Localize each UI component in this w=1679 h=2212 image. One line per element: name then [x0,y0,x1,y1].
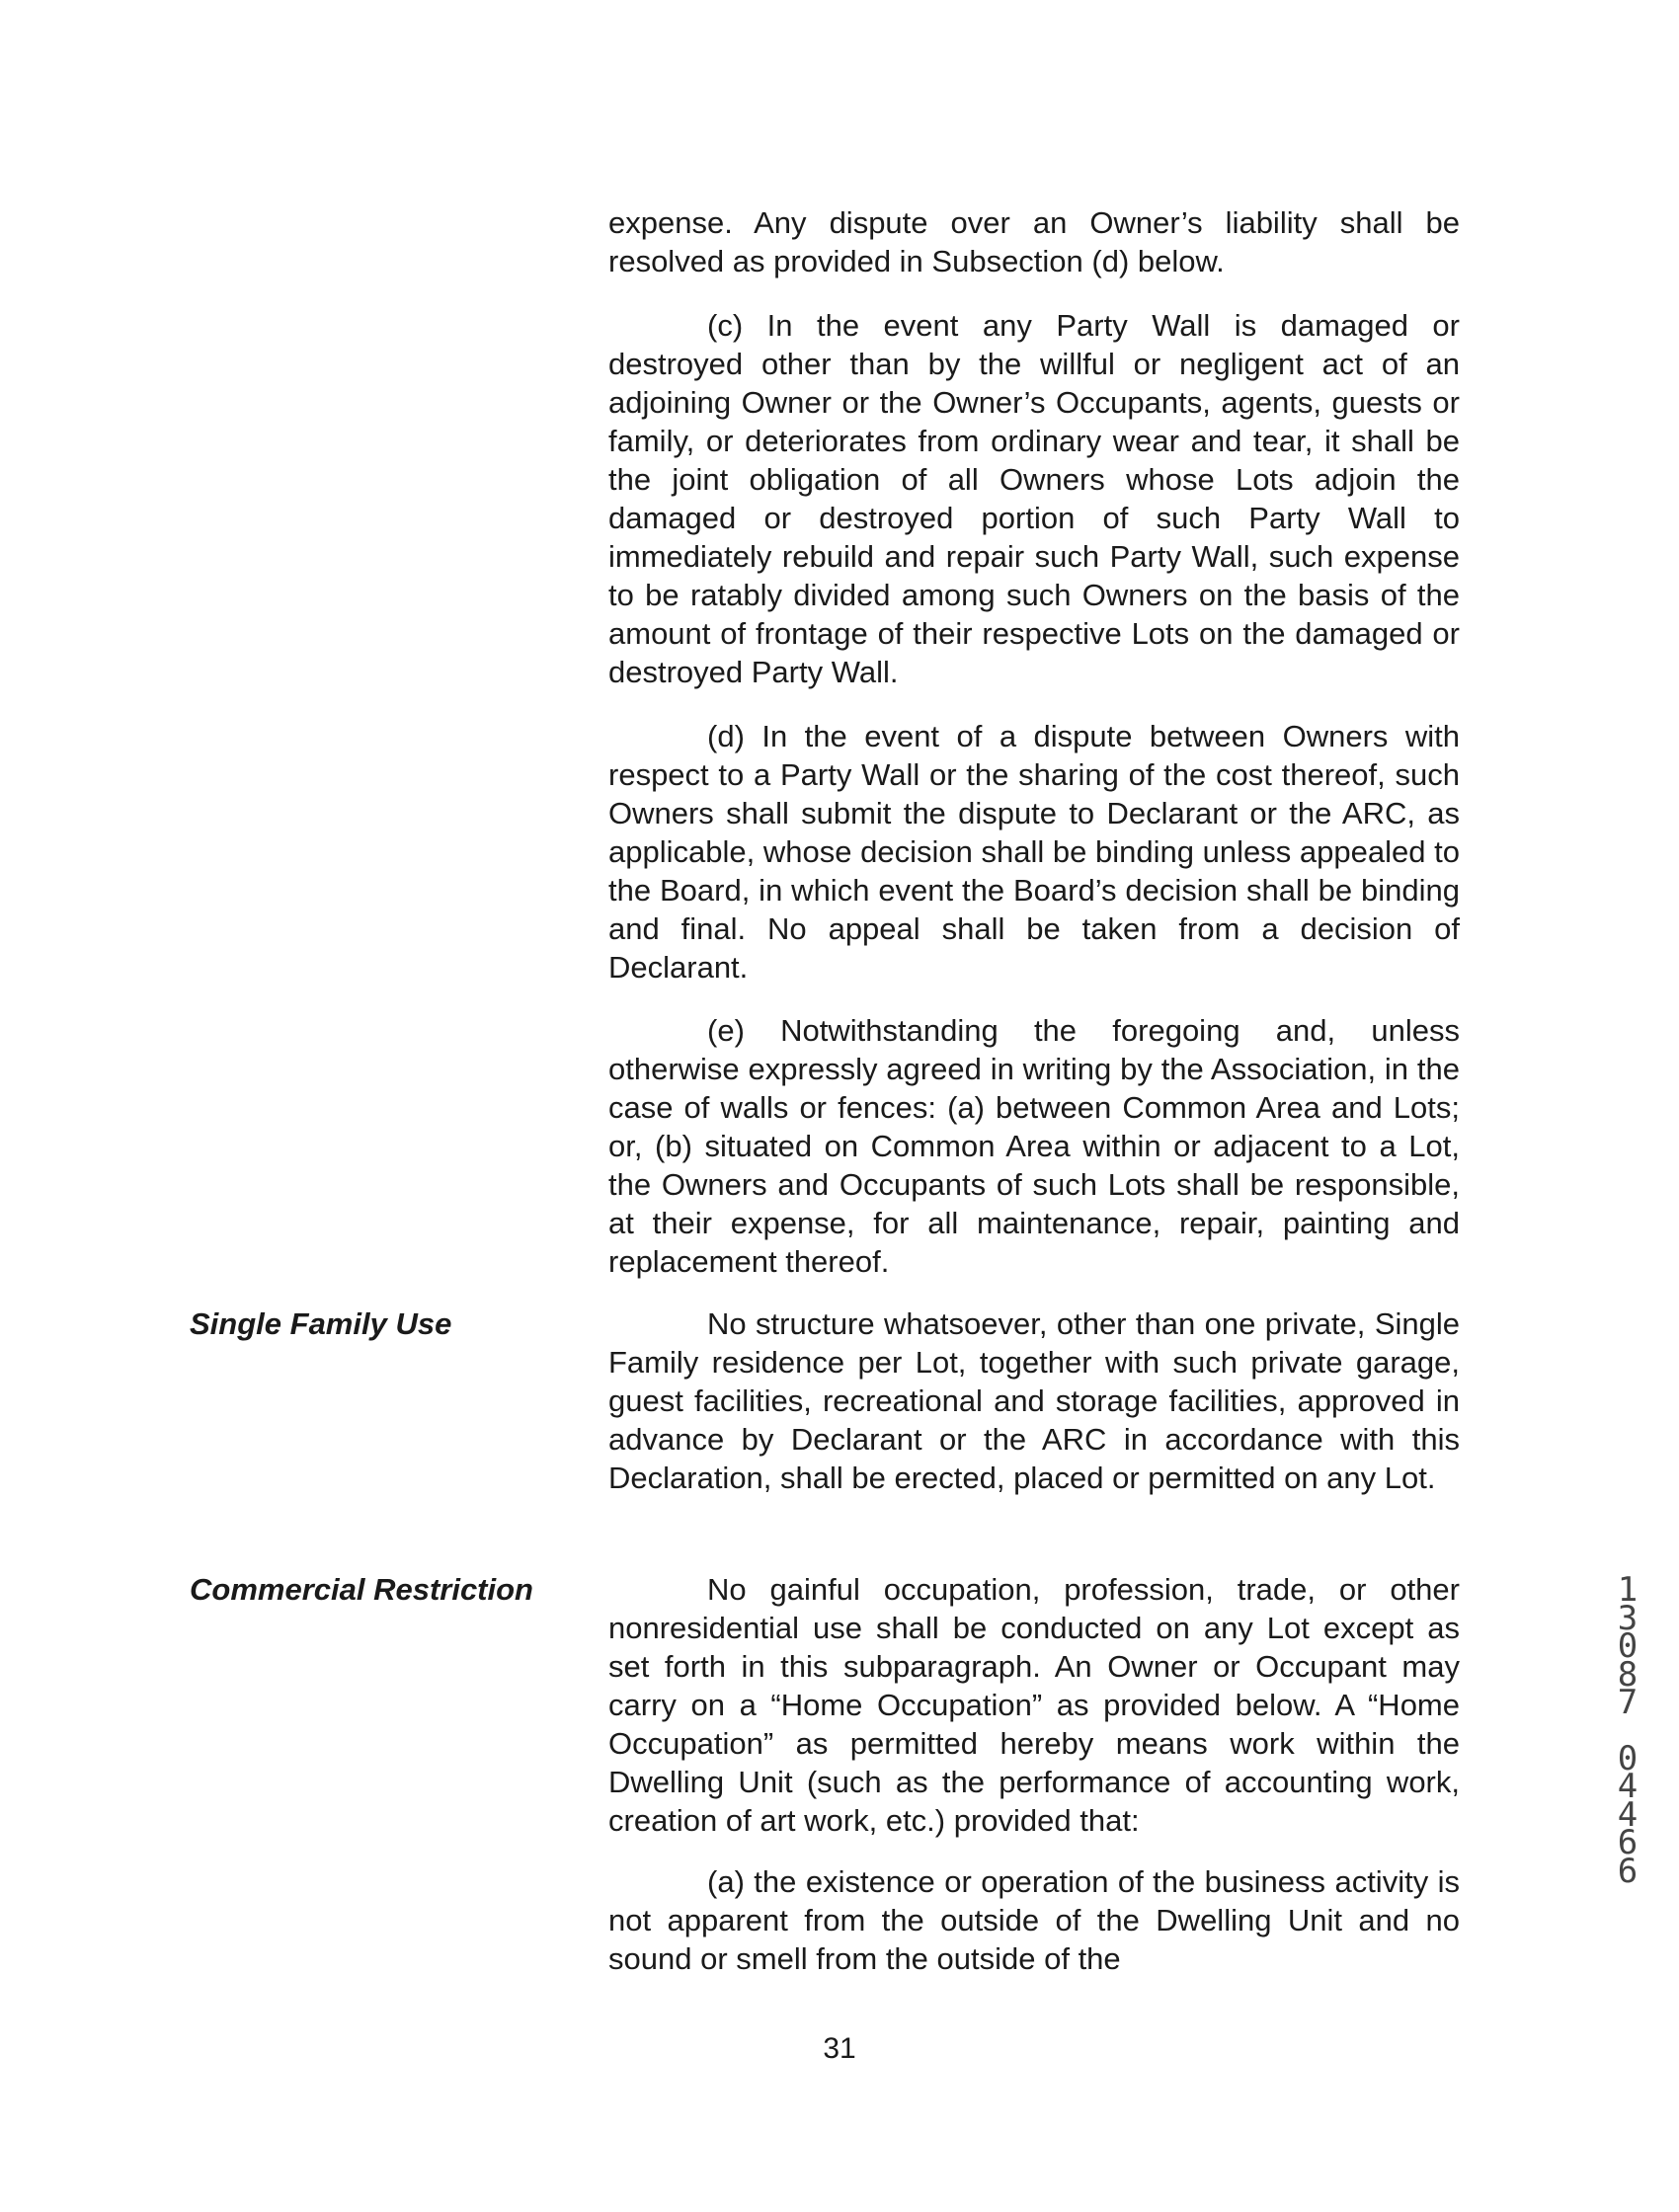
stamp-digit: 4 [1617,1767,1639,1806]
stamp-digit: 1 [1617,1570,1639,1610]
recording-stamp [1608,1570,1647,1891]
stamp-digit: 6 [1617,1851,1639,1891]
paragraph-party-wall-c: (c) In the event any Party Wall is damaged or destroyed other than by the willful or negligent act of an adjoining Owner or the Owner’s Occupants, agents, guests or family, or deteriorates from ordinary wear and tear, it shall be the joint obligation of all Owners whose Lots adjoin the damaged or destroyed portion of such Party Wall to immediately rebuild and repair such Party Wall, such expense to be ratably divided among such Owners on the basis of the amount of frontage of their respective Lots on the damaged or destroyed Party Wall. [608,308,1460,689]
heading-commercial-restriction: Commercial Restriction [190,1572,533,1607]
stamp-digit: 8 [1617,1654,1639,1695]
paragraph-single-family-use: No structure whatsoever, other than one private, Single Family residence per Lot, together with such private garage, guest facilities, recreational and storage facilities, approved in advance by Declarant or the ARC in accordance with this Declaration, shall be erected, placed or permitted on any Lot. [608,1306,1460,1495]
heading-single-family-use: Single Family Use [190,1306,452,1341]
stamp-digit: 3 [1617,1598,1639,1638]
stamp-digit: 7 [1617,1683,1639,1722]
page-number: 31 [823,2032,856,2065]
paragraph-expense-continuation: expense. Any dispute over an Owner’s liability shall be resolved as provided in Subsection (d) below. [608,205,1460,278]
stamp-digit: 4 [1617,1794,1639,1835]
paragraph-party-wall-e: (e) Notwithstanding the foregoing and, unless otherwise expressly agreed in writing by the Association, in the case of walls or fences: (a) between Common Area and Lots; or, (b) situated on Common Area within or adjacent to a Lot, the Owners and Occupants of such Lots shall be responsible, at their expense, for all maintenance, repair, painting and replacement thereof. [608,1013,1460,1279]
stamp-digit: 6 [1617,1823,1639,1862]
paragraph-party-wall-d: (d) In the event of a dispute between Owners with respect to a Party Wall or the sharing of the cost thereof, such Owners shall submit the dispute to Declarant or the ARC, as applicable, whose decision shall be binding unless appealed to the Board, in which event the Board’s decision shall be binding and final. No appeal shall be taken from a decision of Declarant. [608,719,1460,985]
paragraph-commercial-restriction: No gainful occupation, profession, trade, or other nonresidential use shall be conducted on any Lot except as set forth in this subparagraph. An Owner or Occupant may carry on a “Home Occupation” as provided below. A “Home Occupation” as permitted hereby means work within the Dwelling Unit (such as the performance of accounting work, creation of art work, etc.) provided that: [608,1572,1460,1838]
paragraph-commercial-a: (a) the existence or operation of the business activity is not apparent from the outside of the Dwelling Unit and no sound or smell from the outside of the [608,1864,1460,1976]
stamp-digit: 0 [1617,1738,1639,1778]
stamp-digit: 0 [1617,1626,1639,1666]
